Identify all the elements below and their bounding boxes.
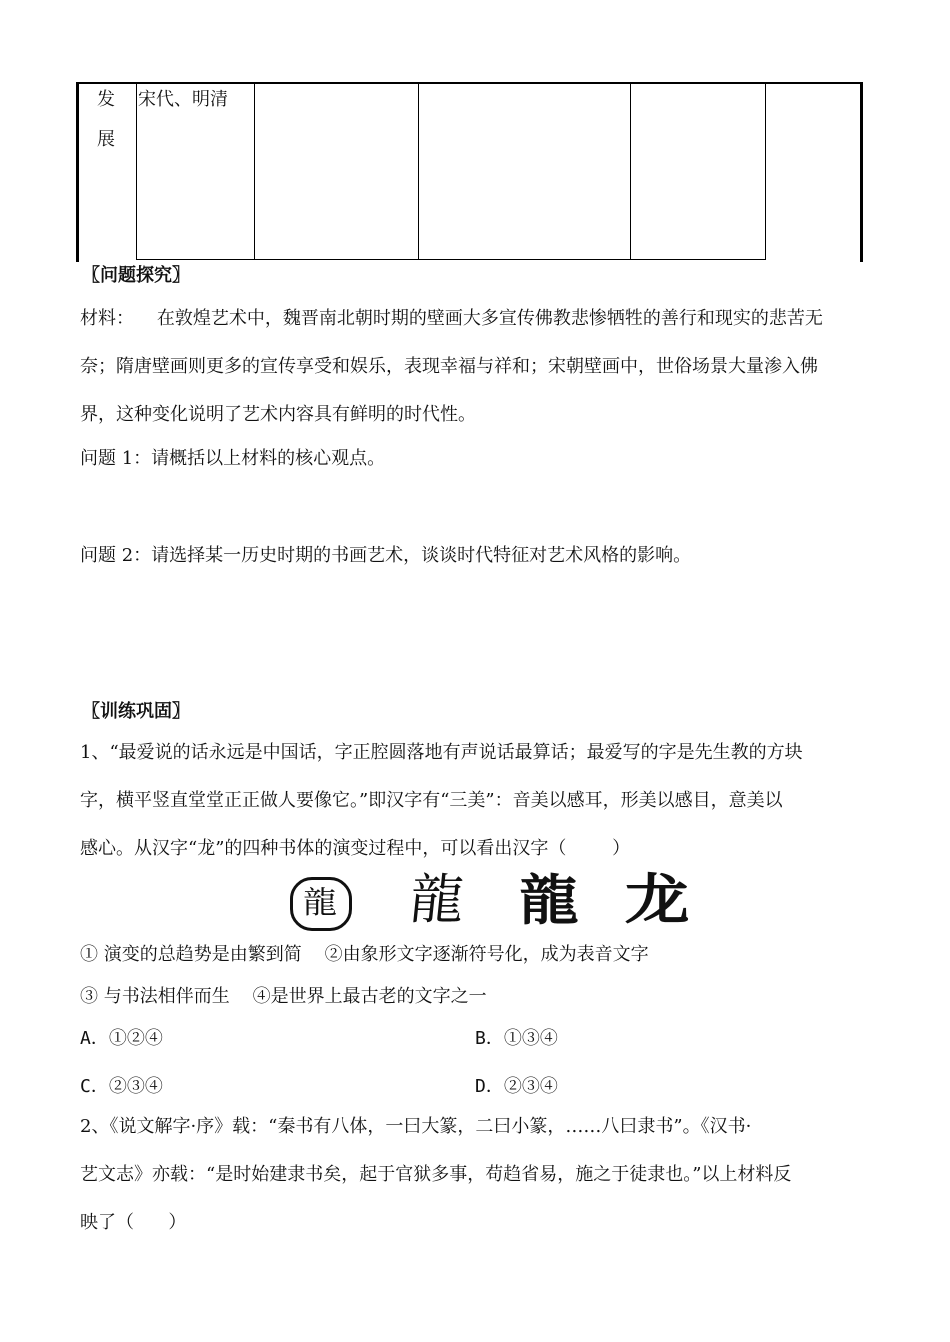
table-col-line — [254, 82, 255, 260]
table-col-line — [765, 82, 766, 260]
option-c: C．②③④ — [80, 1076, 163, 1097]
question-1: 问题 1：请概括以上材料的核心观点。 — [80, 448, 386, 469]
period-cell: 宋代、明清 — [138, 89, 228, 110]
table-col-line — [136, 82, 137, 260]
table-border-right — [860, 82, 863, 262]
row-header-char: 发 — [97, 89, 115, 110]
table-col-line — [630, 82, 631, 260]
q2-line: 艺文志》亦载：“是时始建隶书矣，起于官狱多事，苟趋省易，施之于徒隶也。”以上材料反 — [80, 1164, 792, 1185]
material-line: 界，这种变化说明了艺术内容具有鲜明的时代性。 — [80, 404, 476, 425]
practice-heading: 〖训练巩固〗 — [82, 701, 190, 722]
table-border-bottom — [136, 259, 766, 260]
statement-line: ① 演变的总趋势是由繁到简 ②由象形文字逐渐符号化，成为表音文字 — [80, 944, 649, 965]
q1-line: 感心。从汉字“龙”的四种书体的演变过程中，可以看出汉字（ ） — [80, 838, 631, 859]
q2-line: 映了（ ） — [80, 1212, 187, 1233]
oracle-bone-dragon-glyph: 龍 — [290, 877, 352, 931]
clerical-script-dragon-glyph: 龍 — [519, 868, 579, 932]
seal-script-dragon-glyph: 龍 — [406, 868, 468, 931]
q2-line: 2、《说文解字·序》载：“秦书有八体，一曰大篆，二曰小篆，……八曰隶书”。《汉书· — [80, 1116, 752, 1137]
material-line: 材料： 在敦煌艺术中，魏晋南北朝时期的壁画大多宣传佛教悲惨牺牲的善行和现实的悲苦无 — [80, 308, 823, 329]
option-a: A．①②④ — [80, 1028, 163, 1049]
table-border-left — [76, 82, 79, 262]
table-col-line — [418, 82, 419, 260]
option-d: D．②③④ — [475, 1076, 558, 1097]
row-header-char: 展 — [97, 129, 115, 150]
statement-line: ③ 与书法相伴而生 ④是世界上最古老的文字之一 — [80, 986, 487, 1007]
q1-line: 1、“最爱说的话永远是中国话，字正腔圆落地有声说话最算话；最爱写的字是先生教的方块 — [80, 742, 803, 763]
question-2: 问题 2：请选择某一历史时期的书画艺术，谈谈时代特征对艺术风格的影响。 — [80, 545, 692, 566]
option-b: B．①③④ — [475, 1028, 558, 1049]
material-line: 奈；隋唐壁画则更多的宣传享受和娱乐，表现幸福与祥和；宋朝壁画中，世俗场景大量渗入佛 — [80, 356, 818, 377]
table-border-top — [76, 82, 863, 84]
inquiry-heading: 〖问题探究〗 — [82, 265, 190, 286]
simplified-dragon-glyph: 龙 — [624, 868, 690, 931]
q1-line: 字，横平竖直堂堂正正做人要像它。”即汉字有“三美”：音美以感耳，形美以感目，意美以 — [80, 790, 783, 811]
